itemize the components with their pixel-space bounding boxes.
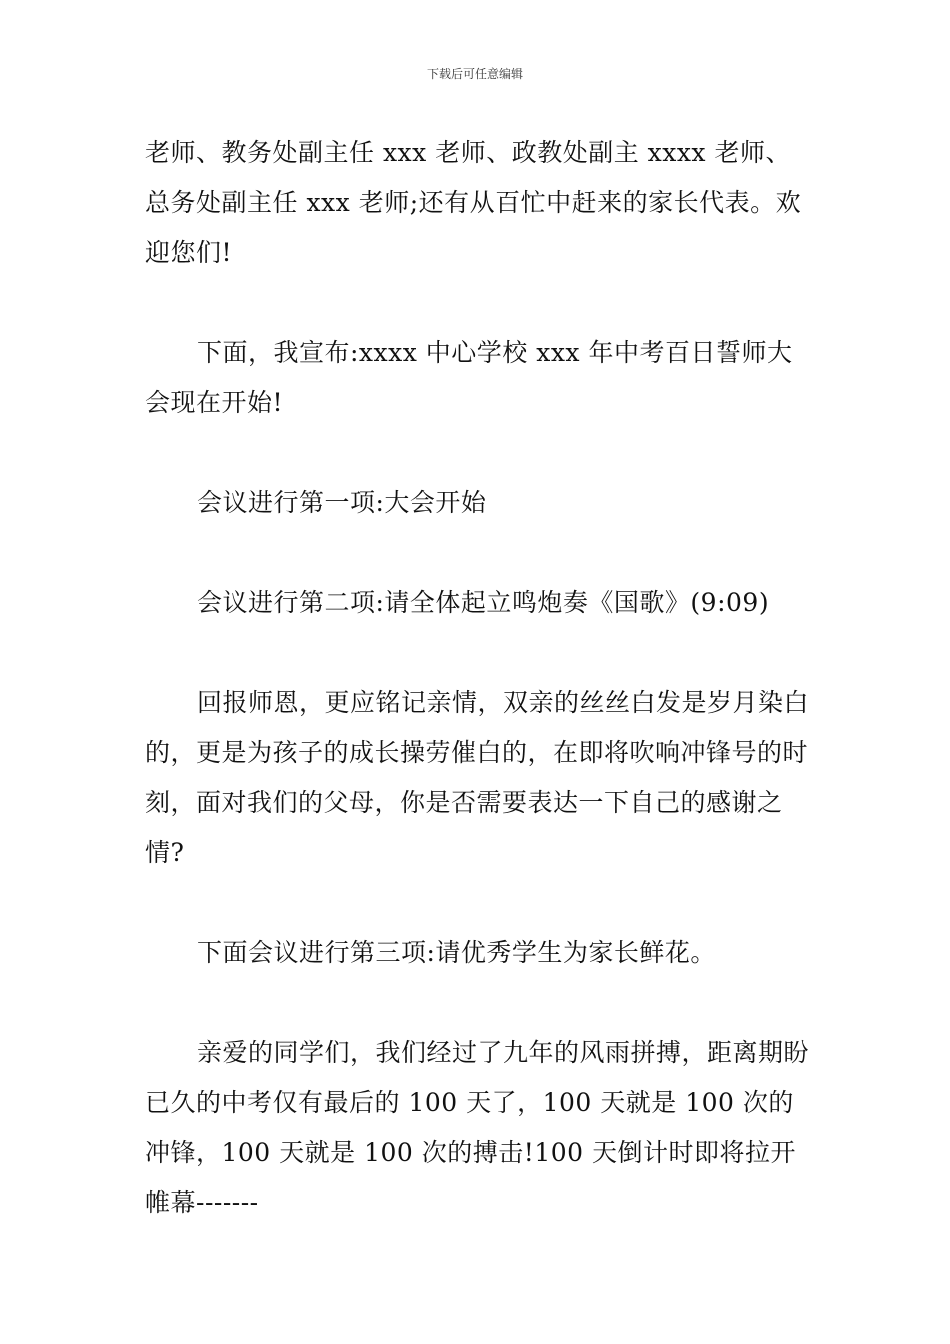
paragraph-gap [145,978,810,1028]
document-body [145,128,810,1228]
paragraph-agenda-item-2: 会议进行第二项:请全体起立鸣炮奏《国歌》(9:09) [197,588,770,617]
paragraph-gap [145,628,810,678]
paragraph-gratitude: 回报师恩，更应铭记亲情，双亲的丝丝白发是岁月染白的，更是为孩子的成长操劳催白的，在即将吹响冲锋号的时刻，面对我们的父母，你是否需要表达一下自己的感谢之情? [145,688,810,867]
paragraph-announcement: 下面，我宣布:xxxx 中心学校 xxx 年中考百日誓师大会现在开始! [145,338,793,417]
paragraph-agenda-item-1: 会议进行第一项:大会开始 [197,488,487,517]
paragraph-agenda-item-3: 下面会议进行第三项:请优秀学生为家长鲜花。 [197,938,716,967]
paragraph-gap [145,278,810,328]
paragraph-countdown: 亲爱的同学们，我们经过了九年的风雨拼搏，距离期盼已久的中考仅有最后的 100 天了，100 天就是 100 次的冲锋，100 天就是 100 次的搏击!100 天倒计时即将拉开帷幕------- [145,1038,810,1217]
page-header: 下载后可任意编辑 [426,67,523,81]
paragraph-gap [145,428,810,478]
paragraph-gap [145,528,810,578]
paragraph-continuation: 老师、教务处副主任 xxx 老师、政教处副主 xxxx 老师、总务处副主任 xxx 老师;还有从百忙中赶来的家长代表。欢迎您们! [145,138,802,267]
paragraph-gap [145,878,810,928]
